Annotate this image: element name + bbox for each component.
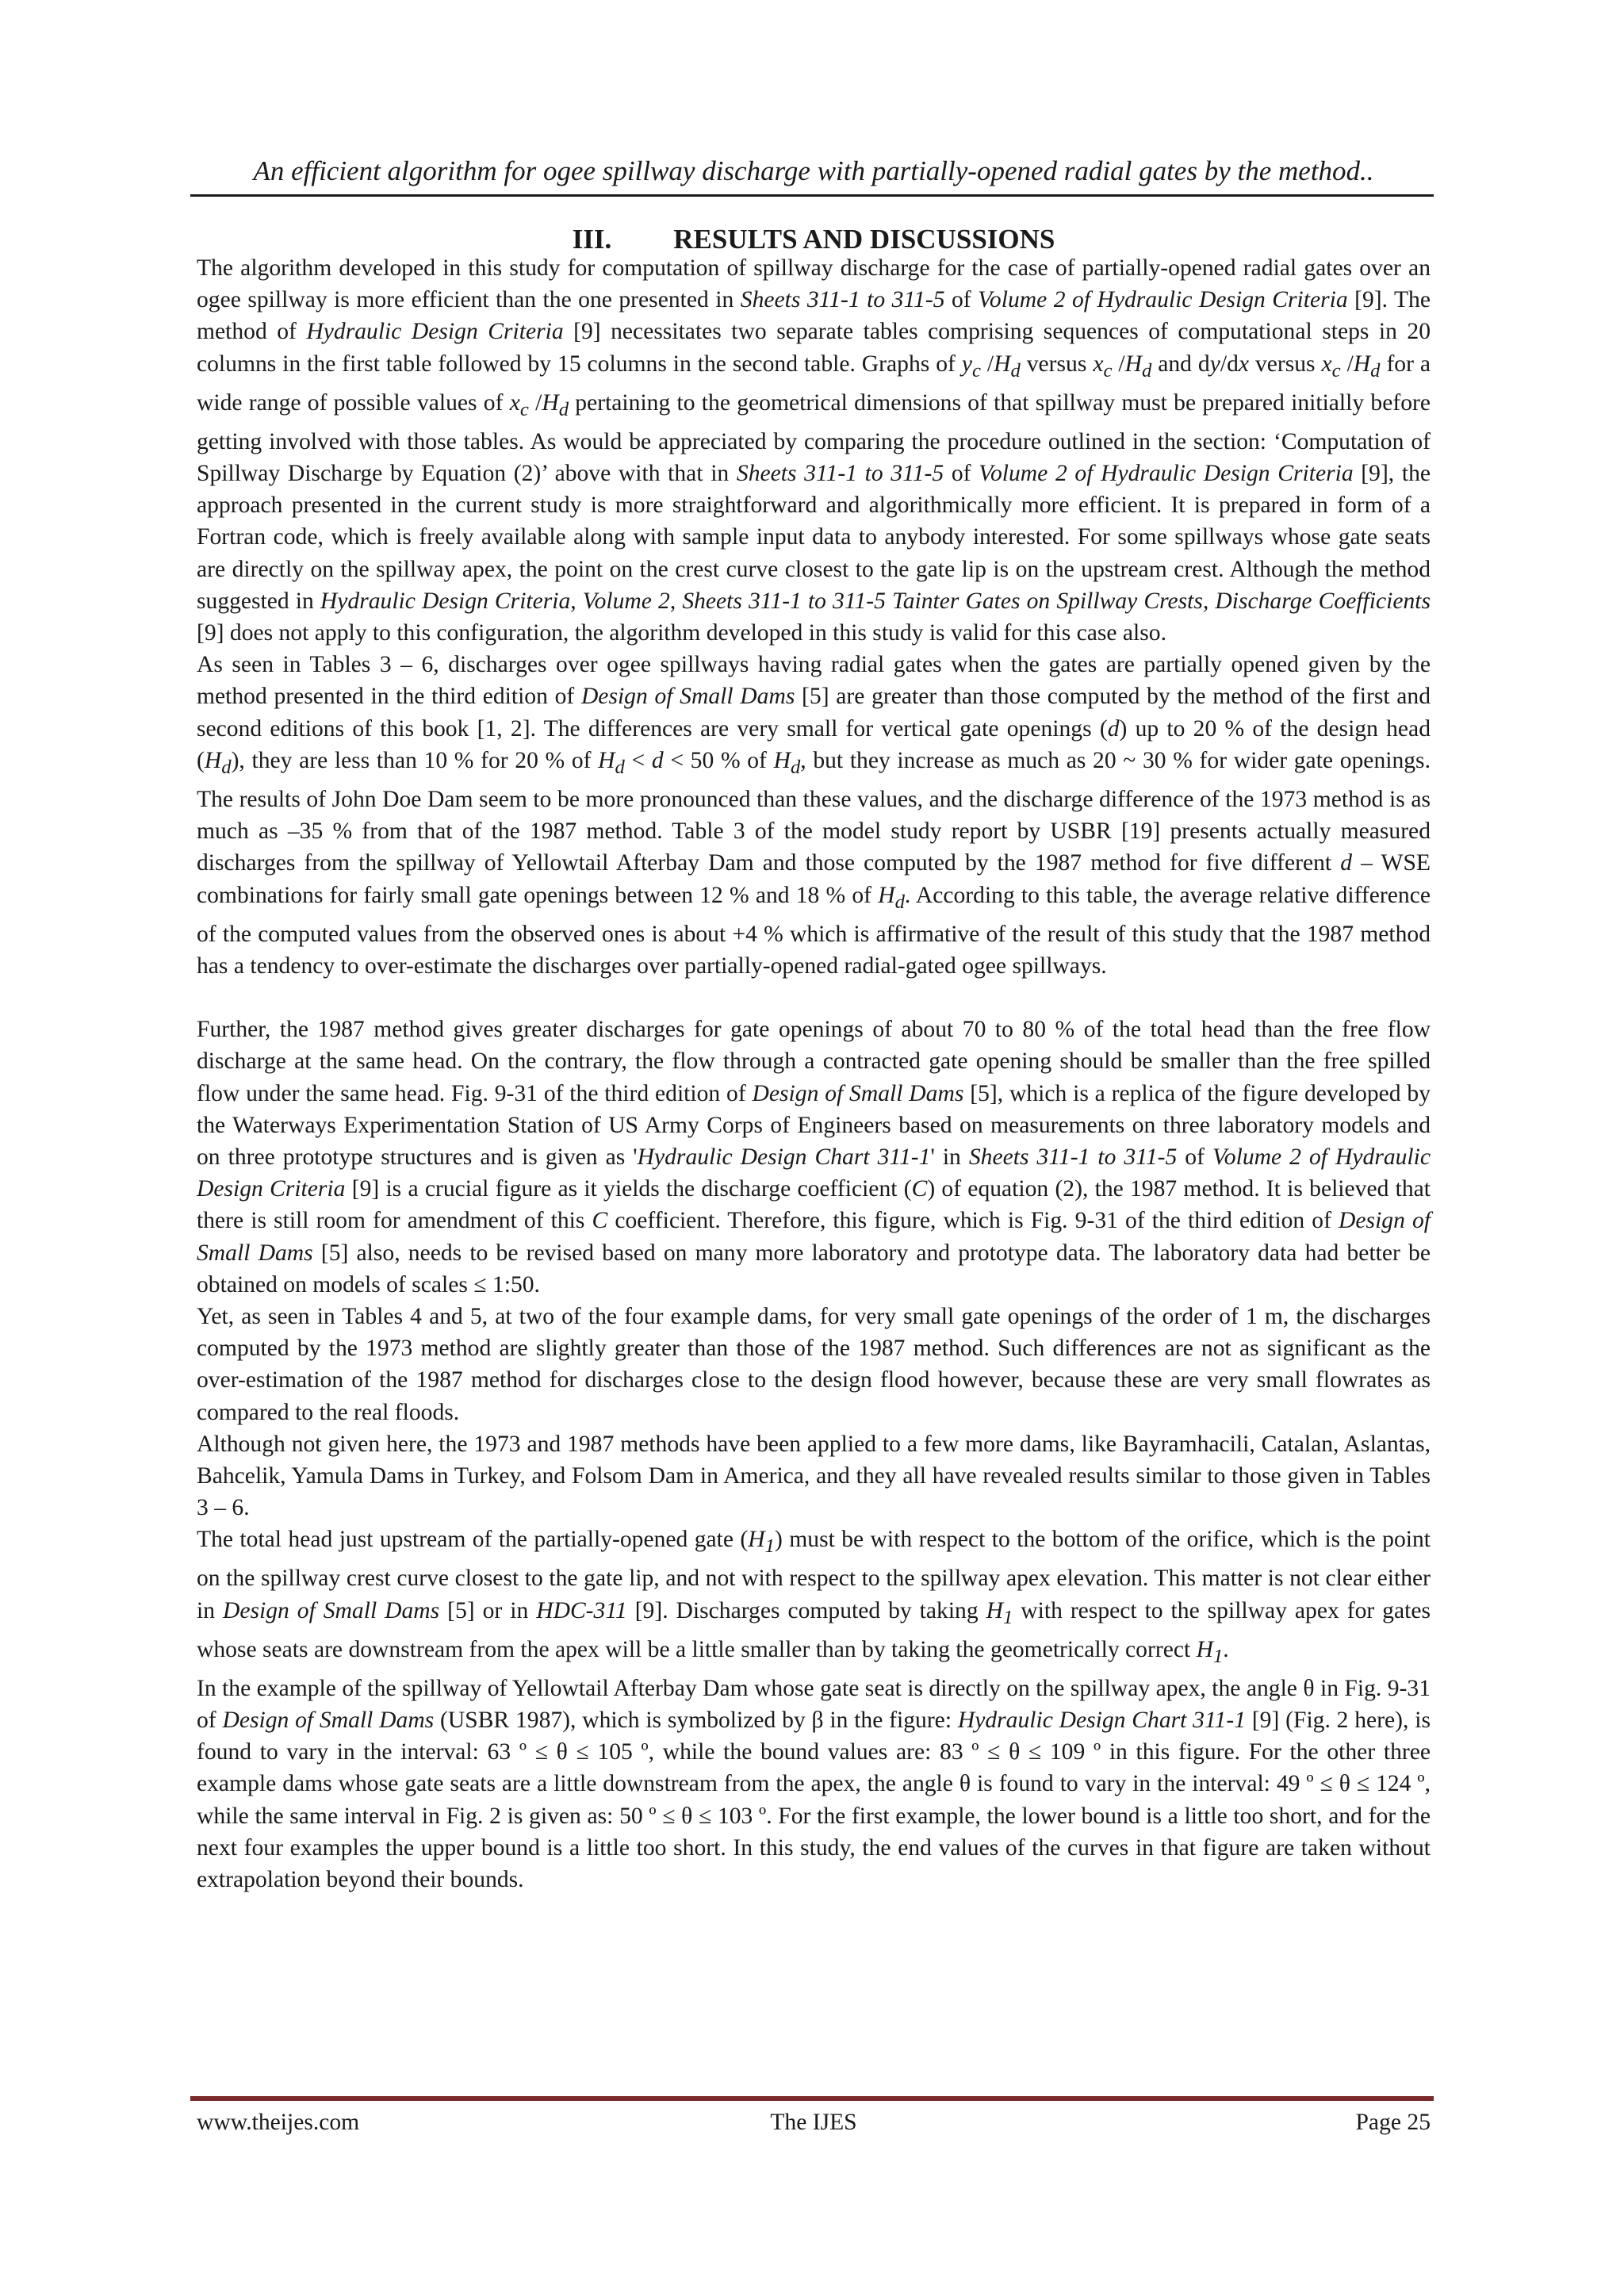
paragraph: As seen in Tables 3 – 6, discharges over ogee spillways having radial gates when the gates are partially opened given by the method presented in the third edition of Design of Small Dams [5] are greater than those computed by the method of the first and second editions of this book [1, 2]. The differences are very small for vertical gate openings (d) up to 20 % of the design head $(H_d)$, they are less than 10 % for 20 % of $H_d < d < 50$ % of $H_d$, but they increase as much as 20 ~ 30 % for wider gate openings. The results of John Doe Dam seem to be more pronounced than these values, and the discharge difference of the 1973 method is as much as –35 % from that of the 1987 method. Table 3 of the model study report by USBR [19] presents actually measured discharges from the spillway of Yellowtail Afterbay Dam and those computed by the 1987 method for five different d – WSE combinations for fairly small gate openings between 12 % and 18 % of $H_d$. According to this table, the average relative difference of the computed values from the observed ones is about +4 % which is affirmative of the result of this study that the 1987 method has a tendency to over-estimate the discharges over partially-opened radial-gated ogee spillways. (197, 652, 1431, 979)
paragraph: In the example of the spillway of Yellowtail Afterbay Dam whose gate seat is directly on the spillway apex, the angle θ in Fig. 9-31 of Design of Small Dams (USBR 1987), which is symbolized by β in the figure: Hydraulic Design Chart 311-1 [9] (Fig. 2 here), is found to vary in the interval: 63 º ≤ θ ≤ 105 º, while the bound values are: 83 º ≤ θ ≤ 109 º in this figure. For the other three example dams whose gate seats are a little downstream from the apex, the angle θ is found to vary in the interval: 49 º ≤ θ ≤ 124 º, while the same interval in Fig. 2 is given as: 50 º ≤ θ ≤ 103 º. For the first example, the lower bound is a little too short, and for the next four examples the upper bound is a little too short. In this study, the end values of the curves in that figure are taken without extrapolation beyond their bounds. (197, 1675, 1431, 1893)
paragraph: The algorithm developed in this study for computation of spillway discharge for the case of partially-opened radial gates over an ogee spillway is more efficient than the one presented in Sheets 311-1 to 311-5 of Volume 2 of Hydraulic Design Criteria [9]. The method of Hydraulic Design Criteria [9] necessitates two separate tables comprising sequences of computational steps in 20 columns in the first table followed by 15 columns in the second table. Graphs of $y_c$ $/H_d$ versus $x_c$ $/H_d$ and dy/dx versus $x_c$ $/H_d$ for a wide range of possible values of $x_c$ $/H_d$ pertaining to the geometrical dimensions of that spillway must be prepared initially before getting involved with those tables. As would be appreciated by comparing the procedure outlined in the section: ‘Computation of Spillway Discharge by Equation (2)’ above with that in Sheets 311-1 to 311-5 of Volume 2 of Hydraulic Design Criteria [9], the approach presented in the current study is more straightforward and algorithmically more efficient. It is prepared in form of a Fortran code, which is freely available along with sample input data to anybody interested. For some spillways whose gate seats are directly on the spillway apex, the point on the crest curve closest to the gate lip is on the upstream crest. Although the method suggested in Hydraulic Design Criteria, Volume 2, Sheets 311-1 to 311-5 Tainter Gates on Spillway Crests, Discharge Coefficients [9] does not apply to this configuration, the algorithm developed in this study is valid for this case also. (197, 255, 1431, 646)
footer-page-number: Page 25 (1355, 2110, 1431, 2135)
section-title: RESULTS AND DISCUSSIONS (673, 224, 1055, 255)
paragraph: The total head just upstream of the partially-opened gate $(H_1)$ must be with respect to the bottom of the orifice, which is the point on the spillway crest curve closest to the gate lip, and not with respect to the spillway apex elevation. This matter is not clear either in Design of Small Dams [5] or in HDC-311 [9]. Discharges computed by taking $H_1$ with respect to the spillway apex for gates whose seats are downstream from the apex will be a little smaller than by taking the geometrically correct $H_1$. (197, 1527, 1431, 1667)
paragraph: Yet, as seen in Tables 4 and 5, at two of the four example dams, for very small gate openings of the order of 1 m, the discharges computed by the 1973 method are slightly greater than those of the 1987 method. Such differences are not as significant as the over-estimation of the 1987 method for discharges close to the design flood however, because these are very small flowrates as compared to the real floods. (197, 1303, 1431, 1425)
header-divider (190, 194, 1434, 197)
body-text (197, 252, 1431, 1895)
paragraph: Further, the 1987 method gives greater discharges for gate openings of about 70 to 80 % of the total head than the free flow discharge at the same head. On the contrary, the flow through a contracted gate opening should be smaller than the free spilled flow under the same head. Fig. 9-31 of the third edition of Design of Small Dams [5], which is a replica of the figure developed by the Waterways Experimentation Station of US Army Corps of Engineers based on measurements on three laboratory models and on three prototype structures and is given as 'Hydraulic Design Chart 311-1' in Sheets 311-1 to 311-5 of Volume 2 of Hydraulic Design Criteria [9] is a crucial figure as it yields the discharge coefficient (C) of equation (2), the 1987 method. It is believed that there is still room for amendment of this C coefficient. Therefore, this figure, which is Fig. 9-31 of the third edition of Design of Small Dams [5] also, needs to be revised based on many more laboratory and prototype data. The laboratory data had better be obtained on models of scales ≤ 1:50. (197, 1017, 1431, 1297)
running-header: An efficient algorithm for ogee spillway discharge with partially-opened radial gates by the method.. (253, 155, 1374, 186)
paragraph: Although not given here, the 1973 and 1987 methods have been applied to a few more dams, like Bayramhacili, Catalan, Aslantas, Bahcelik, Yamula Dams in Turkey, and Folsom Dam in America, and they all have revealed results similar to those given in Tables 3 – 6. (197, 1431, 1431, 1521)
footer-divider (190, 2096, 1434, 2101)
section-number: III. (572, 224, 612, 255)
footer-journal: The IJES (770, 2110, 857, 2135)
footer-website: www.theijes.com (197, 2110, 360, 2135)
